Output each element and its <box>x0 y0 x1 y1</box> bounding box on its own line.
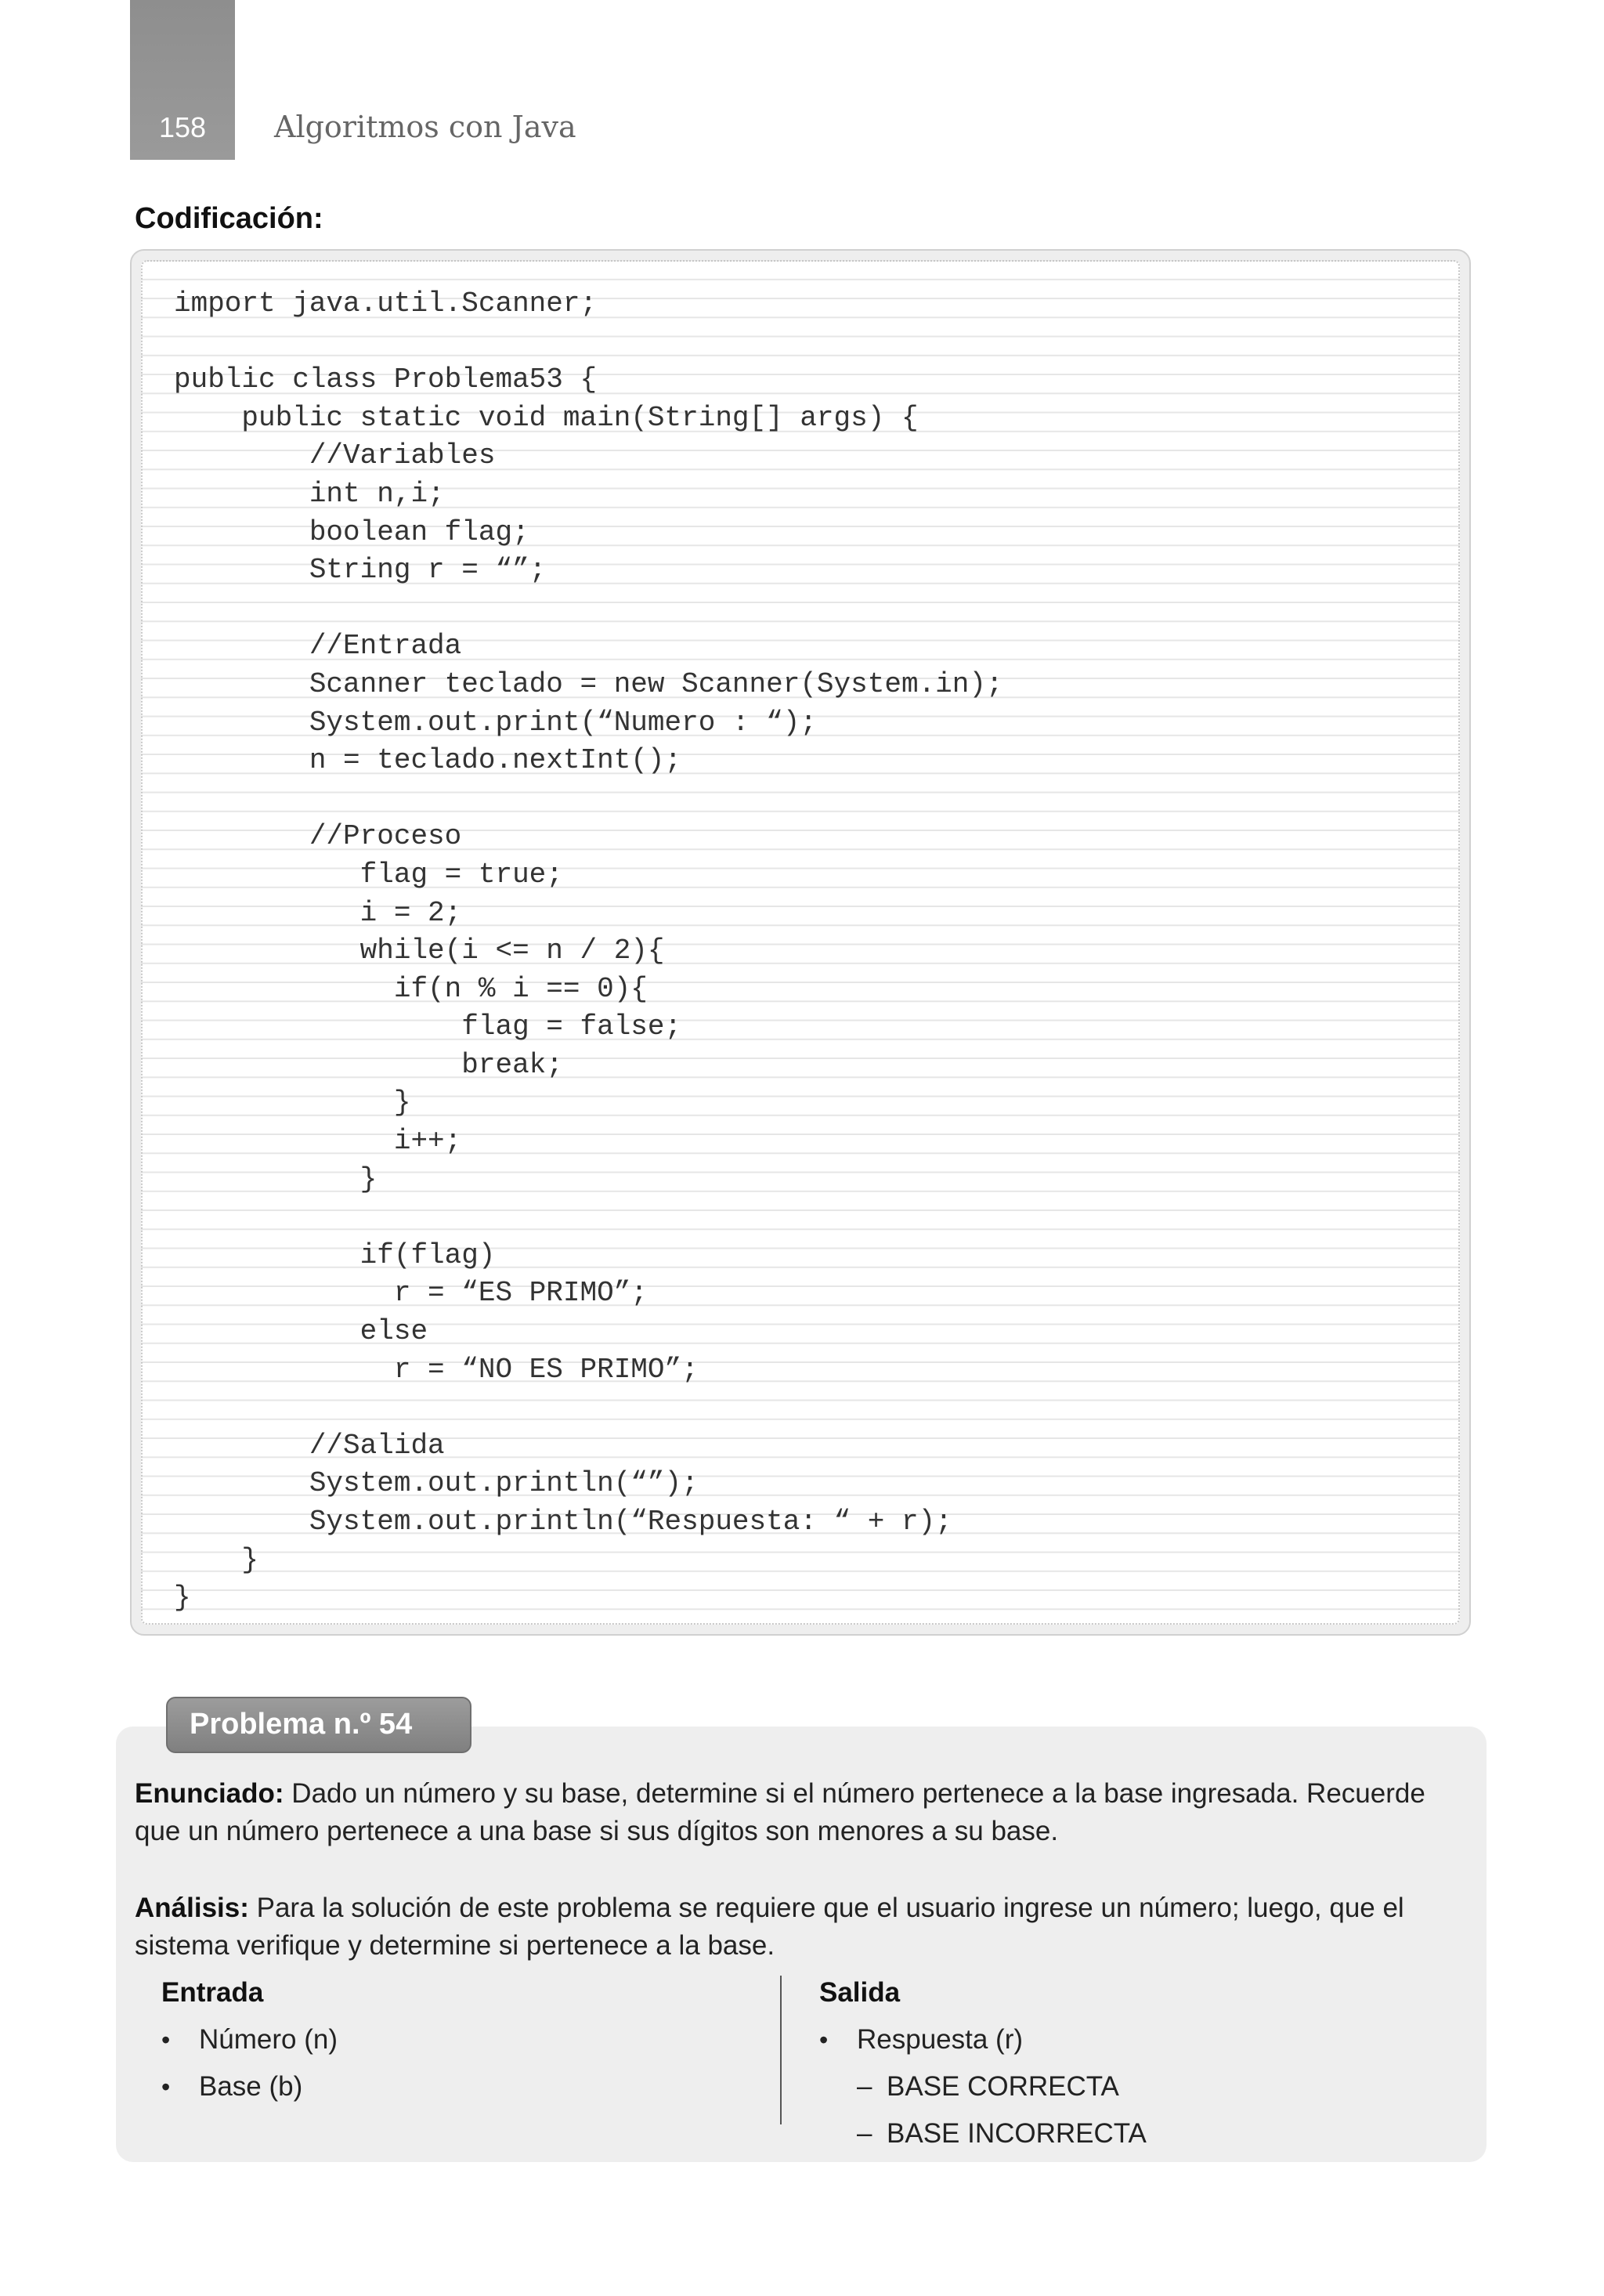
entrada-heading: Entrada <box>161 1977 264 2008</box>
code-line: import java.util.Scanner; <box>174 287 598 320</box>
code-line <box>174 1199 1003 1237</box>
code-listing <box>174 285 1003 1618</box>
code-line: else <box>174 1315 428 1348</box>
running-title: Algoritmos con Java <box>274 110 576 144</box>
code-listing-paper <box>141 260 1460 1625</box>
analisis-paragraph <box>135 1889 1474 1965</box>
code-line: } <box>174 1582 191 1614</box>
bullet-icon: • <box>161 2026 171 2054</box>
page-number: 158 <box>158 111 207 143</box>
code-line <box>174 1389 1003 1427</box>
problem-title: Problema n.º 54 <box>190 1708 413 1741</box>
analisis-text: Para la solución de este problema se requiere que el usuario ingrese un número; luego, que el sistema verifique y determine si pertenece a la base. <box>135 1893 1404 1961</box>
enunciado-text: Dado un número y su base, determine si el número pertenece a la base ingresada. Recuerde que un número pertenece a una base si sus dígitos son menores a su base. <box>135 1778 1425 1846</box>
code-line: //Variables <box>174 439 496 472</box>
code-line: n = teclado.nextInt(); <box>174 744 682 777</box>
code-line: public class Problema53 { <box>174 363 598 396</box>
code-line: //Entrada <box>174 630 462 663</box>
code-line: Scanner teclado = new Scanner(System.in); <box>174 667 1003 700</box>
salida-heading: Salida <box>819 1977 901 2008</box>
code-line: System.out.println(“Respuesta: “ + r); <box>174 1506 952 1538</box>
code-line: String r = “”; <box>174 554 547 587</box>
code-line: flag = true; <box>174 858 563 891</box>
code-line: } <box>174 1087 411 1119</box>
code-line <box>174 324 1003 362</box>
code-line: System.out.println(“”); <box>174 1467 699 1500</box>
enunciado-paragraph <box>135 1775 1474 1850</box>
salida-subitem: BASE INCORRECTA <box>887 2118 1147 2149</box>
code-line: r = “NO ES PRIMO”; <box>174 1353 699 1386</box>
code-line: } <box>174 1162 378 1195</box>
salida-item: Respuesta (r) <box>857 2024 1024 2055</box>
enunciado-label: Enunciado: <box>135 1778 284 1809</box>
code-line: if(n % i == 0){ <box>174 972 648 1005</box>
code-line: r = “ES PRIMO”; <box>174 1277 648 1310</box>
code-line: //Salida <box>174 1429 445 1462</box>
analisis-label: Análisis: <box>135 1893 249 1923</box>
bullet-icon: • <box>161 2073 171 2101</box>
code-line: boolean flag; <box>174 515 529 548</box>
bullet-icon: • <box>819 2026 829 2054</box>
code-line: i = 2; <box>174 896 462 929</box>
code-listing-box <box>130 249 1471 1636</box>
entrada-item: Base (b) <box>199 2071 303 2102</box>
column-divider <box>780 1976 782 2124</box>
code-line: break; <box>174 1048 563 1081</box>
entrada-item: Número (n) <box>199 2024 338 2055</box>
code-line: flag = false; <box>174 1011 682 1043</box>
code-line: int n,i; <box>174 477 445 510</box>
code-line: System.out.print(“Numero : “); <box>174 706 817 739</box>
code-line <box>174 780 1003 819</box>
dash-icon: – <box>857 2071 872 2102</box>
code-line: if(flag) <box>174 1238 496 1271</box>
code-line: //Proceso <box>174 820 462 853</box>
salida-subitem: BASE CORRECTA <box>887 2071 1119 2102</box>
code-line: i++; <box>174 1125 462 1158</box>
dash-icon: – <box>857 2118 872 2149</box>
code-line: public static void main(String[] args) { <box>174 401 919 434</box>
code-line: } <box>174 1543 259 1576</box>
code-line: while(i <= n / 2){ <box>174 935 665 967</box>
code-line <box>174 590 1003 628</box>
section-heading: Codificación: <box>135 202 323 235</box>
